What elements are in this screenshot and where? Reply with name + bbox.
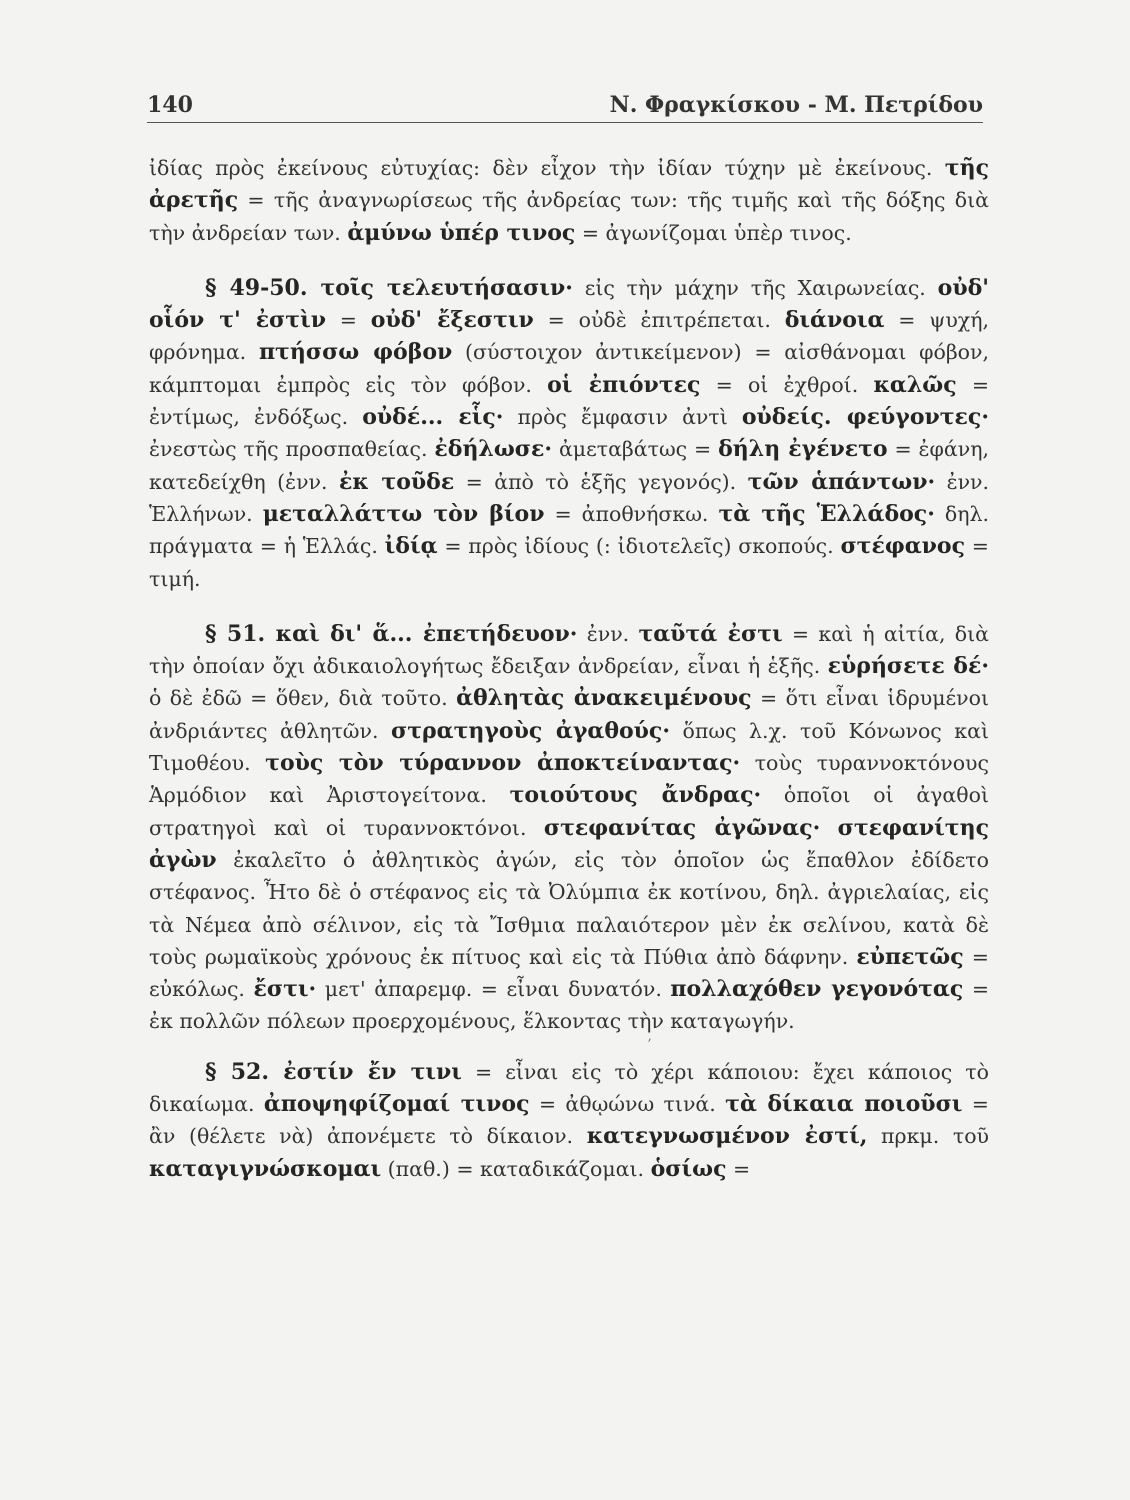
headword: δήλη ἐγένετο — [718, 436, 888, 463]
headword: ταῦτά ἐστι — [638, 620, 783, 647]
gloss-text: ὁποῖοι οἱ ἀγαθοὶ στρατηγοὶ καὶ οἱ τυραννοκτόνοι. — [149, 783, 989, 840]
paragraph-section-49-50 — [149, 272, 989, 595]
gloss-text: = ἐκ πολλῶν πόλεων προερχομένους, ἕλκοντας τὴν καταγωγήν. — [149, 977, 989, 1034]
headword: εὐπετῶς — [856, 943, 964, 970]
gloss-text: = ἐφάνη, κατεδείχθη (ἐνν. — [149, 437, 990, 494]
gloss-text: = οὐδὲ ἐπιτρέπεται. — [533, 308, 785, 333]
gloss-text: = ψυχή, φρόνημα. — [149, 308, 990, 365]
gloss-text: ἐνεστὼς τῆς προσπαθείας. — [149, 437, 435, 462]
headword: τῆς ἀρετῆς — [149, 155, 989, 214]
gloss-text: = ἀποθνήσκω. — [544, 501, 719, 526]
gloss-text: = ἐντίμως, ἐνδόξως. — [149, 372, 989, 430]
gloss-text: ὁ δὲ ἐδῶ = ὅθεν, διὰ τοῦτο. — [149, 686, 457, 711]
headword: τὰ τῆς Ἑλλάδος· — [718, 500, 935, 527]
headword: κατεγνωσμένον ἐστί, — [586, 1123, 868, 1150]
headword: τῶν ἁπάντων· — [747, 468, 936, 495]
gloss-text: ἐνν. — [577, 621, 639, 646]
headword: ὁσίως — [650, 1155, 727, 1182]
headword: διάνοια — [784, 307, 885, 334]
page-header — [147, 88, 983, 123]
paragraph-section-51 — [149, 618, 989, 1038]
headword: καταγιγνώσκομαι — [149, 1155, 382, 1182]
headword: ἔστι· — [253, 976, 317, 1003]
headword: πολλαχόθεν γεγονότας — [670, 976, 964, 1003]
headword: τοιούτους ἄνδρας· — [509, 782, 762, 809]
gloss-text: (σύστοιχον ἀντικείμενον) = αἰσθάνομαι φόβον, κάμπτομαι ἐμπρὸς εἰς τὸν φόβον. — [149, 340, 989, 397]
margin-mark: ʼ — [646, 1036, 652, 1053]
headword: στεφανίτης ἀγὼν — [149, 814, 989, 873]
gloss-text: = τιμή. — [149, 534, 989, 591]
headword: § 49-50. τοῖς τελευτήσασιν· — [205, 274, 573, 301]
paragraph-continuation — [149, 152, 989, 249]
gloss-text: = οἱ ἐχθροί. — [700, 372, 874, 397]
gloss-text: ὅπως λ.χ. τοῦ Κόνωνος καὶ Τιμοθέου. — [149, 718, 989, 776]
headword: ἀμύνω ὑπέρ τινος — [347, 219, 576, 246]
gloss-text: = καὶ ἡ αἰτία, διὰ τὴν ὁποίαν ὄχι ἀδικαιολογήτως ἔδειξαν ἀνδρείαν, εἶναι ἡ ἑξῆς. — [149, 621, 990, 679]
headword: τὰ δίκαια ποιοῦσι — [725, 1091, 963, 1118]
headword: στεφανίτας ἀγῶνας· — [543, 814, 821, 841]
headword: ἀποψηφίζομαί τινος — [263, 1091, 530, 1118]
headword: § 52. ἐστίν ἔν τινι — [205, 1058, 462, 1085]
gloss-text: τοὺς τυραννοκτόνους Ἁρμόδιον καὶ Ἀριστογείτονα. — [149, 751, 989, 808]
headword: § 51. καὶ δι' ἅ... ἐπετήδευον· — [205, 620, 578, 647]
gloss-text: ἐνν. Ἑλλήνων. — [149, 469, 990, 526]
gloss-text: = ἀθῳώνω τινά. — [529, 1092, 726, 1117]
gloss-text — [820, 816, 837, 840]
gloss-text: πρὸς ἔμφασιν ἀντὶ — [503, 405, 742, 430]
gloss-text: ἀμεταβάτως = — [552, 437, 719, 462]
headword: εὑρήσετε δέ· — [827, 653, 989, 680]
gloss-text: = εἶναι εἰς τὸ χέρι κάποιου: ἔχει κάποιος τὸ δικαίωμα. — [149, 1059, 989, 1117]
headword: ἀθλητὰς ἀνακειμένους — [456, 685, 752, 712]
gloss-text: = τῆς ἀναγνωρίσεως τῆς ἀνδρείας των: τῆς τιμῆς καὶ τῆς δόξης διὰ τὴν ἀνδρείαν των. — [149, 188, 989, 245]
gloss-text: δηλ. πράγματα = ἡ Ἑλλάς. — [149, 501, 990, 559]
gloss-text: = πρὸς ἰδίους (: ἰδιοτελεῖς) σκοπούς. — [437, 534, 841, 559]
gloss-text: (παθ.) = καταδικάζομαι. — [381, 1156, 651, 1181]
gloss-text: = ὅτι εἶναι ἱδρυμένοι ἀνδριάντες ἀθλητῶν. — [149, 686, 989, 743]
gloss-text: = — [726, 1156, 751, 1181]
headword: τοὺς τὸν τύραννον ἀποκτείναντας· — [265, 750, 741, 777]
headword: πτήσσω φόβον — [258, 339, 453, 366]
gloss-text: = ἀγωνίζομαι ὑπὲρ τινος. — [575, 220, 852, 245]
gloss-text: = εὐκόλως. — [149, 944, 989, 1002]
gloss-text: ἐκαλεῖτο ὁ ἀθλητικὸς ἀγών, εἰς τὸν ὁποῖον ὡς ἔπαθλον ἐδίδετο στέφανος. Ἦτο δὲ ὁ στέφανος εἰς τὰ Ὀλύμπια ἐκ κοτίνου, δηλ. ἀγριελαίας, εἰς τὰ Νέμεα ἀπὸ σέλινον, εἰς τὰ Ἴσθμια παλαιότερον μὲν ἐκ σελίνου, κατὰ δὲ τοὺς ρωμαϊκοὺς χρόνους ἐκ πίτυος καὶ εἰς τὰ Πύθια ἀπὸ δάφνην. — [149, 847, 989, 969]
paragraph-section-52 — [149, 1056, 989, 1185]
headword: ἐδήλωσε· — [434, 436, 553, 463]
headword: οὐδείς. φεύγοντες· — [741, 404, 989, 431]
headword: στέφανος — [840, 533, 966, 560]
gloss-text: = ἀπὸ τὸ ἑξῆς γεγονός). — [454, 469, 748, 494]
gloss-text: = — [326, 308, 371, 333]
headword: οὐδέ... εἷς· — [362, 404, 504, 431]
gloss-text: μετ' ἀπαρεμφ. = εἶναι δυνατόν. — [316, 977, 671, 1002]
headword: οἱ ἐπιόντες — [547, 371, 701, 398]
headword: οὐδ' ἔξεστιν — [370, 307, 534, 334]
running-head: Ν. Φραγκίσκου - Μ. Πετρίδου — [609, 92, 983, 118]
page-number: 140 — [147, 92, 193, 118]
headword: ἐκ τοῦδε — [338, 468, 455, 495]
headword: οὐδ' οἷόν τ' ἐστὶν — [149, 274, 989, 334]
headword: καλῶς — [873, 371, 957, 398]
body-text — [149, 152, 989, 1185]
gloss-text: πρκμ. τοῦ — [867, 1124, 990, 1149]
gloss-text: εἰς τὴν μάχην τῆς Χαιρωνείας. — [572, 275, 938, 300]
gloss-text: = ἂν (θέλετε νὰ) ἀπονέμετε τὸ δίκαιον. — [149, 1092, 989, 1149]
headword: ἰδίᾳ — [384, 533, 438, 560]
headword: μεταλλάττω τὸν βίον — [262, 500, 545, 527]
gloss-text: ἰδίας πρὸς ἐκείνους εὐτυχίας: δὲν εἶχον τὴν ἰδίαν τύχην μὲ ἐκείνους. — [149, 156, 945, 180]
headword: στρατηγοὺς ἀγαθούς· — [391, 717, 670, 744]
